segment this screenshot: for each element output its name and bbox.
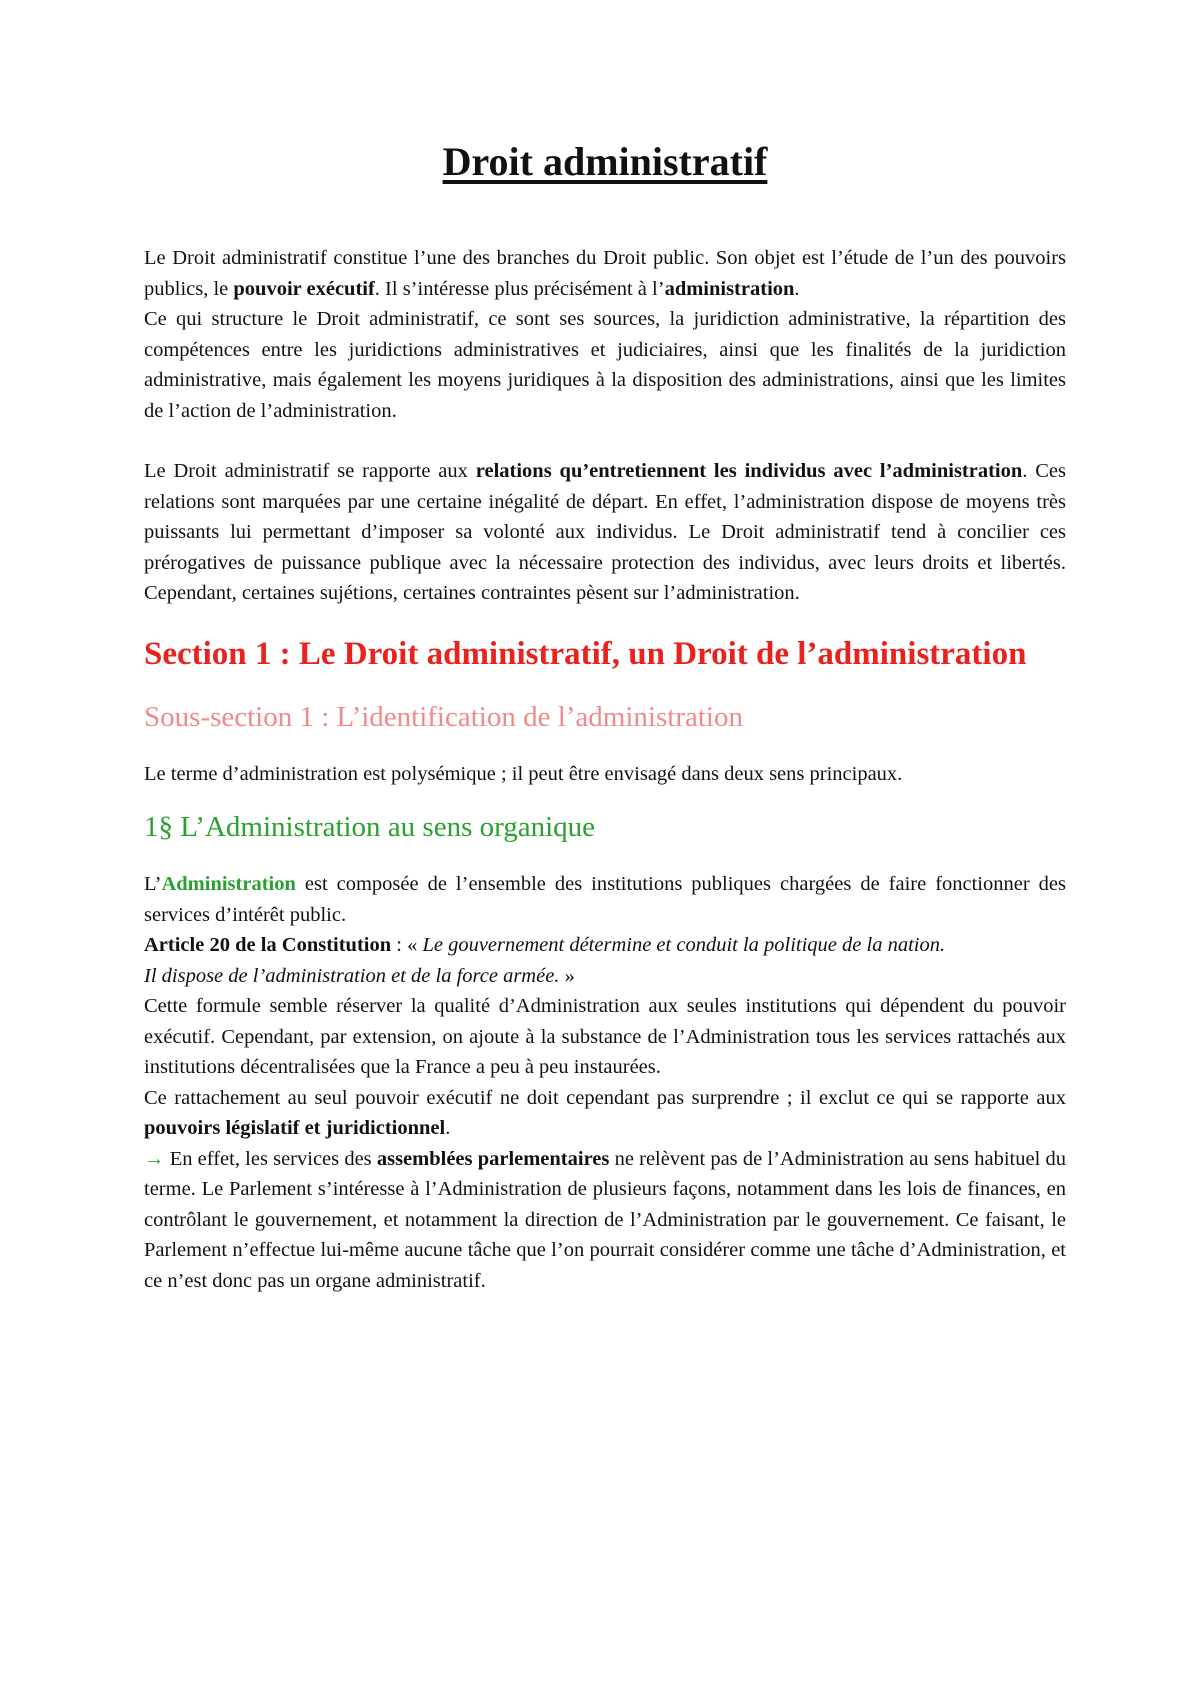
organic-p3-text-a: Ce rattachement au seul pouvoir exécutif ne doit cependant pas surprendre ; il exclut ce qui se rapporte aux — [144, 1086, 1066, 1109]
article-20-separator: : « — [391, 934, 423, 956]
organic-p1-text-a: L’ — [144, 873, 162, 895]
article-20-quote-line-2: Il dispose de l’administration et de la force armée. — [144, 964, 560, 987]
article-20-label: Article 20 de la Constitution — [144, 934, 392, 956]
organic-paragraph-2: Cette formule semble réserver la qualité d’Administration aux seules institutions qui dépendent du pouvoir exécutif. Cependant, par extension, on ajoute à la substance de l’Administration tous les services rattachés aux institutions décentralisées que la France a peu à peu instaurées. — [144, 995, 1066, 1078]
organic-p1-text-b: est composée de l’ensemble des institutions publiques chargées de faire fonctionner des services d’intérêt public. — [144, 873, 1066, 926]
subsection-1-intro: Le terme d’administration est polysémique ; il peut être envisagé dans deux sens principaux. — [144, 762, 903, 785]
paragraph-1-heading: 1§ L’Administration au sens organique — [144, 811, 596, 843]
document-body — [144, 138, 1066, 1296]
intro-p1-text-b: . Il s’intéresse plus précisément à l’ — [374, 277, 665, 300]
organic-p4-text-b: ne relèvent pas de l’Administration au sens habituel du terme. Le Parlement s’intéresse à l’Administration de plusieurs façons, notamment dans les lois de finances, en contrôlant le gouvernement, et notamment la direction de l’Administration par le gouvernement. Ce faisant, le Parlement n’effectue lui-même aucune tâche que l’on pourrait considérer comme une tâche d’Administration, et ce n’est donc pas un organe administratif. — [144, 1147, 1066, 1292]
organic-p3-text-b: . — [445, 1117, 451, 1139]
intro-paragraph-1 — [144, 243, 1066, 304]
organic-paragraph-1 — [144, 869, 1066, 930]
intro-p1-bold-pouvoir-executif: pouvoir exécutif — [233, 277, 375, 300]
intro-p3-text-b: . Ces relations sont marquées par une certaine inégalité de départ. En effet, l’administration dispose de moyens très puissants lui permettant d’imposer sa volonté aux individus. Le Droit administratif tend à concilier ces prérogatives de puissance publique avec la nécessaire protection des individus, avec leurs droits et libertés. Cependant, certaines sujétions, certaines contraintes pèsent sur l’administration. — [144, 460, 1066, 604]
article-20-quote-line-1: Le gouvernement détermine et conduit la politique de la nation. — [422, 934, 946, 956]
intro-p1-text-c: . — [794, 277, 800, 300]
organic-p4-bold-assemblees: assemblées parlementaires — [376, 1147, 610, 1170]
organic-p1-green-administration: Administration — [161, 873, 296, 895]
intro-p3-text-a: Le Droit administratif se rapporte aux — [144, 460, 476, 482]
intro-p3-bold-relations: relations qu’entretiennent les individus avec l’administration — [475, 460, 1023, 482]
intro-p1-text-a: Le Droit administratif constitue l’une des branches du Droit public. Son objet est l’étude de l’un des pouvoirs publics, le — [144, 247, 1066, 300]
arrow-right-icon: → — [144, 1147, 165, 1170]
intro-paragraph-2: Ce qui structure le Droit administratif, ce sont ses sources, la juridiction administrative, la répartition des compétences entre les juridictions administratives et judiciaires, ainsi que les finalités de la juridiction administrative, mais également les moyens juridiques à la disposition des administrations, ainsi que les limites de l’action de l’administration. — [144, 308, 1066, 422]
section-1-heading: Section 1 : Le Droit administratif, un Droit de l’administration — [144, 635, 1027, 672]
article-20-quote-continued — [144, 961, 1066, 992]
organic-p3-bold-pouvoirs: pouvoirs législatif et juridictionnel — [144, 1117, 446, 1139]
article-20-close: » — [559, 964, 575, 987]
intro-paragraph-3 — [144, 456, 1066, 609]
organic-p4-text-a: En effet, les services des — [164, 1147, 377, 1170]
intro-p1-bold-administration: administration — [664, 277, 795, 300]
subsection-1-heading: Sous-section 1 : L’identification de l’administration — [144, 700, 743, 733]
document-title: Droit administratif — [442, 139, 768, 184]
article-20-quote — [144, 930, 1066, 961]
organic-paragraph-4 — [144, 1144, 1066, 1297]
organic-paragraph-3 — [144, 1083, 1066, 1144]
